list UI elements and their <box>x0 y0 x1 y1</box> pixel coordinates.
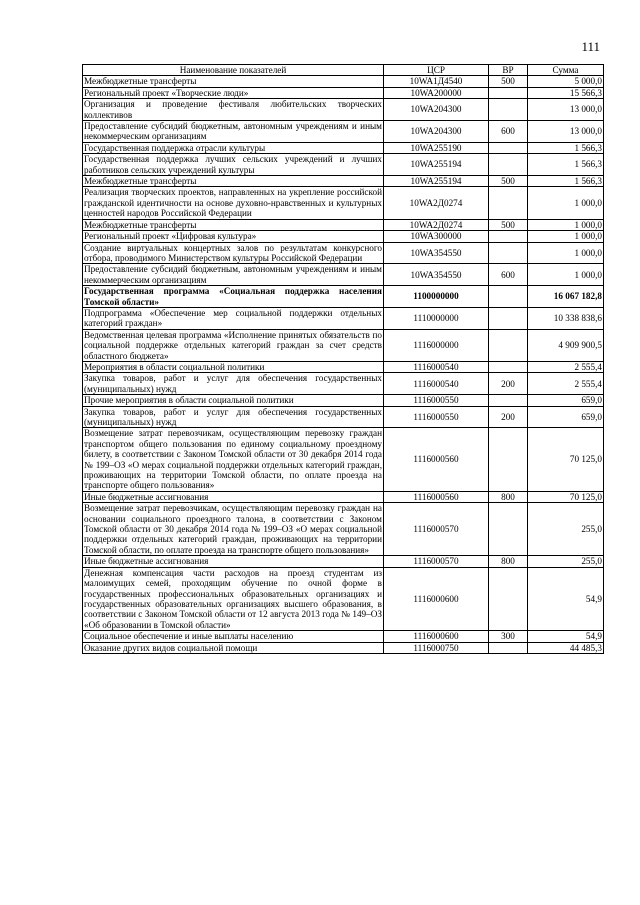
row-sum: 13 000,0 <box>528 99 604 121</box>
row-vr: 600 <box>489 121 528 143</box>
row-sum: 1 566,3 <box>528 142 604 153</box>
row-vr: 800 <box>489 556 528 567</box>
row-csr: 1116000000 <box>384 329 489 361</box>
table-row <box>83 187 604 219</box>
row-csr: 10WA2Д0274 <box>384 219 489 230</box>
row-vr <box>489 361 528 372</box>
row-vr <box>489 242 528 264</box>
row-name: Создание виртуальных концертных залов по результатам конкурсного отбора, проводимого Министерством культуры Российской Федерации <box>84 242 382 263</box>
row-csr: 1100000000 <box>384 286 489 308</box>
row-csr: 10WA204300 <box>384 99 489 121</box>
table-row <box>83 642 604 653</box>
row-sum: 1 566,3 <box>528 154 604 176</box>
row-csr: 10WA255190 <box>384 142 489 153</box>
row-sum: 659,0 <box>528 406 604 428</box>
row-csr: 1116000550 <box>384 406 489 428</box>
row-name: Региональный проект «Творческие люди» <box>83 87 384 98</box>
row-vr <box>489 567 528 630</box>
row-sum: 54,9 <box>528 631 604 642</box>
row-name: Межбюджетные трансферты <box>83 176 384 187</box>
row-vr <box>489 99 528 121</box>
row-csr: 1116000550 <box>384 395 489 406</box>
row-vr <box>489 286 528 308</box>
row-csr: 1116000560 <box>384 491 489 502</box>
row-name: Организация и проведение фестиваля любительских творческих коллективов <box>84 99 382 120</box>
row-csr: 1116000570 <box>384 556 489 567</box>
page-number: 111 <box>581 39 600 54</box>
row-csr: 1116000600 <box>384 567 489 630</box>
table-row <box>83 176 604 187</box>
table-row <box>83 154 604 176</box>
row-vr: 500 <box>489 176 528 187</box>
row-sum: 1 000,0 <box>528 242 604 264</box>
row-csr: 10WA255194 <box>384 176 489 187</box>
row-vr <box>489 428 528 491</box>
row-csr: 1116000540 <box>384 361 489 372</box>
row-csr: 1116000600 <box>384 631 489 642</box>
row-vr: 600 <box>489 264 528 286</box>
header-sum: Сумма <box>528 65 604 76</box>
row-name: Региональный проект «Цифровая культура» <box>83 231 384 242</box>
row-name: Предоставление субсидий бюджетным, автономным учреждениям и иным некоммерческим организациям <box>84 121 382 142</box>
row-name: Подпрограмма «Обеспечение мер социальной поддержки отдельных категорий граждан» <box>84 307 382 329</box>
row-name: Иные бюджетные ассигнования <box>83 491 384 502</box>
row-csr: 10WA354550 <box>384 264 489 286</box>
table-row <box>83 242 604 264</box>
row-name: Мероприятия в области социальной политики <box>83 361 384 372</box>
header-csr: ЦСР <box>384 65 489 76</box>
row-vr <box>489 503 528 556</box>
row-csr: 10WA1Д4540 <box>384 76 489 87</box>
row-sum: 255,0 <box>528 556 604 567</box>
table-row <box>83 428 604 491</box>
table-row <box>83 373 604 395</box>
header-name: Наименование показателей <box>83 65 384 76</box>
row-csr: 10WA255194 <box>384 154 489 176</box>
table-row <box>83 503 604 556</box>
row-csr: 1116000560 <box>384 428 489 491</box>
row-vr <box>489 395 528 406</box>
row-sum: 70 125,0 <box>528 491 604 502</box>
row-sum: 659,0 <box>528 395 604 406</box>
table-row <box>83 76 604 87</box>
table-row <box>83 121 604 143</box>
row-sum: 1 000,0 <box>528 231 604 242</box>
row-csr: 10WA2Д0274 <box>384 187 489 219</box>
row-sum: 70 125,0 <box>528 428 604 491</box>
row-vr <box>489 329 528 361</box>
row-name: Закупка товаров, работ и услуг для обеспечения государственных (муниципальных) нужд <box>84 406 382 427</box>
row-name: Прочие мероприятия в области социальной политики <box>83 395 384 406</box>
row-vr <box>489 154 528 176</box>
table-row <box>83 556 604 567</box>
row-vr <box>489 642 528 653</box>
table-row <box>83 219 604 230</box>
table-row <box>83 307 604 329</box>
row-name: Оказание других видов социальной помощи <box>83 642 384 653</box>
table-row <box>83 329 604 361</box>
row-csr: 10WA204300 <box>384 121 489 143</box>
row-vr <box>489 307 528 329</box>
row-name: Государственная поддержка лучших сельских учреждений и лучших работников сельских учреждений культуры <box>84 154 382 175</box>
table-row <box>83 286 604 308</box>
row-name: Ведомственная целевая программа «Исполнение принятых обязательств по социальной поддержке отдельных категорий граждан за счет средств областного бюджета» <box>84 329 382 361</box>
budget-table <box>82 64 604 654</box>
row-sum: 2 555,4 <box>528 361 604 372</box>
row-name: Межбюджетные трансферты <box>83 76 384 87</box>
row-sum: 54,9 <box>528 567 604 630</box>
row-csr: 1110000000 <box>384 307 489 329</box>
row-sum: 1 000,0 <box>528 264 604 286</box>
row-sum: 4 909 900,5 <box>528 329 604 361</box>
row-vr: 200 <box>489 406 528 428</box>
table-row <box>83 395 604 406</box>
row-name: Иные бюджетные ассигнования <box>83 556 384 567</box>
header-vr: ВР <box>489 65 528 76</box>
row-sum: 1 000,0 <box>528 187 604 219</box>
row-name: Социальное обеспечение и иные выплаты населению <box>83 631 384 642</box>
row-vr <box>489 142 528 153</box>
row-sum: 255,0 <box>528 503 604 556</box>
row-name: Денежная компенсация части расходов на проезд студентам из малоимущих семей, проходящим обучение по очной форме в государственных профессиональных образовательных организациях и государственных образовательных организациях высшего образования, в соответствии с Законом Томской области от 12 августа 2013 года № 149–ОЗ «Об образовании в Томской области» <box>84 567 382 630</box>
table-row <box>83 231 604 242</box>
row-vr: 800 <box>489 491 528 502</box>
row-sum: 1 566,3 <box>528 176 604 187</box>
table-row <box>83 264 604 286</box>
table-row <box>83 99 604 121</box>
table-row <box>83 361 604 372</box>
row-csr: 1116000750 <box>384 642 489 653</box>
table-row <box>83 142 604 153</box>
row-csr: 10WA200000 <box>384 87 489 98</box>
table-row <box>83 567 604 630</box>
row-sum: 44 485,3 <box>528 642 604 653</box>
row-sum: 5 000,0 <box>528 76 604 87</box>
row-vr <box>489 87 528 98</box>
row-csr: 10WA300000 <box>384 231 489 242</box>
row-sum: 15 566,3 <box>528 87 604 98</box>
row-name: Предоставление субсидий бюджетным, автономным учреждениям и иным некоммерческим организациям <box>84 264 382 285</box>
row-vr <box>489 187 528 219</box>
row-sum: 13 000,0 <box>528 121 604 143</box>
row-csr: 1116000570 <box>384 503 489 556</box>
table-header-row <box>83 65 604 76</box>
row-vr: 300 <box>489 631 528 642</box>
row-name: Возмещение затрат перевозчикам, осуществляющим перевозку граждан транспортом общего пользования по единому социальному проездному билету, в соответствии с Законом Томской области от 30 декабря 2014 года № 199–ОЗ «О мерах социальной поддержки отдельных категорий граждан, проживающих на территории Томской области, по оплате проезда на транспорте общего пользования» <box>84 428 382 491</box>
row-csr: 1116000540 <box>384 373 489 395</box>
row-csr: 10WA354550 <box>384 242 489 264</box>
row-sum: 16 067 182,8 <box>528 286 604 308</box>
table-row <box>83 87 604 98</box>
row-sum: 2 555,4 <box>528 373 604 395</box>
row-name: Межбюджетные трансферты <box>83 219 384 230</box>
row-vr: 500 <box>489 219 528 230</box>
row-name: Государственная поддержка отрасли культуры <box>83 142 384 153</box>
row-sum: 1 000,0 <box>528 219 604 230</box>
row-vr: 500 <box>489 76 528 87</box>
table-row <box>83 406 604 428</box>
row-vr: 200 <box>489 373 528 395</box>
table-row <box>83 631 604 642</box>
row-name: Реализация творческих проектов, направленных на укрепление российской гражданской идентичности на основе духовно-нравственных и культурных ценностей народов Российской Федерации <box>84 187 382 219</box>
table-row <box>83 491 604 502</box>
row-sum: 10 338 838,6 <box>528 307 604 329</box>
row-name: Возмещение затрат перевозчикам, осуществляющим перевозку граждан на основании социального проездного талона, в соответствии с Законом Томской области от 30 декабря 2014 года № 199–ОЗ «О мерах социальной поддержки отдельных категорий граждан, проживающих на территории Томской области, по оплате проезда на транспорте общего пользования» <box>84 503 382 555</box>
row-vr <box>489 231 528 242</box>
row-name: Закупка товаров, работ и услуг для обеспечения государственных (муниципальных) нужд <box>84 373 382 394</box>
row-name: Государственная программа «Социальная поддержка населения Томской области» <box>84 286 382 307</box>
